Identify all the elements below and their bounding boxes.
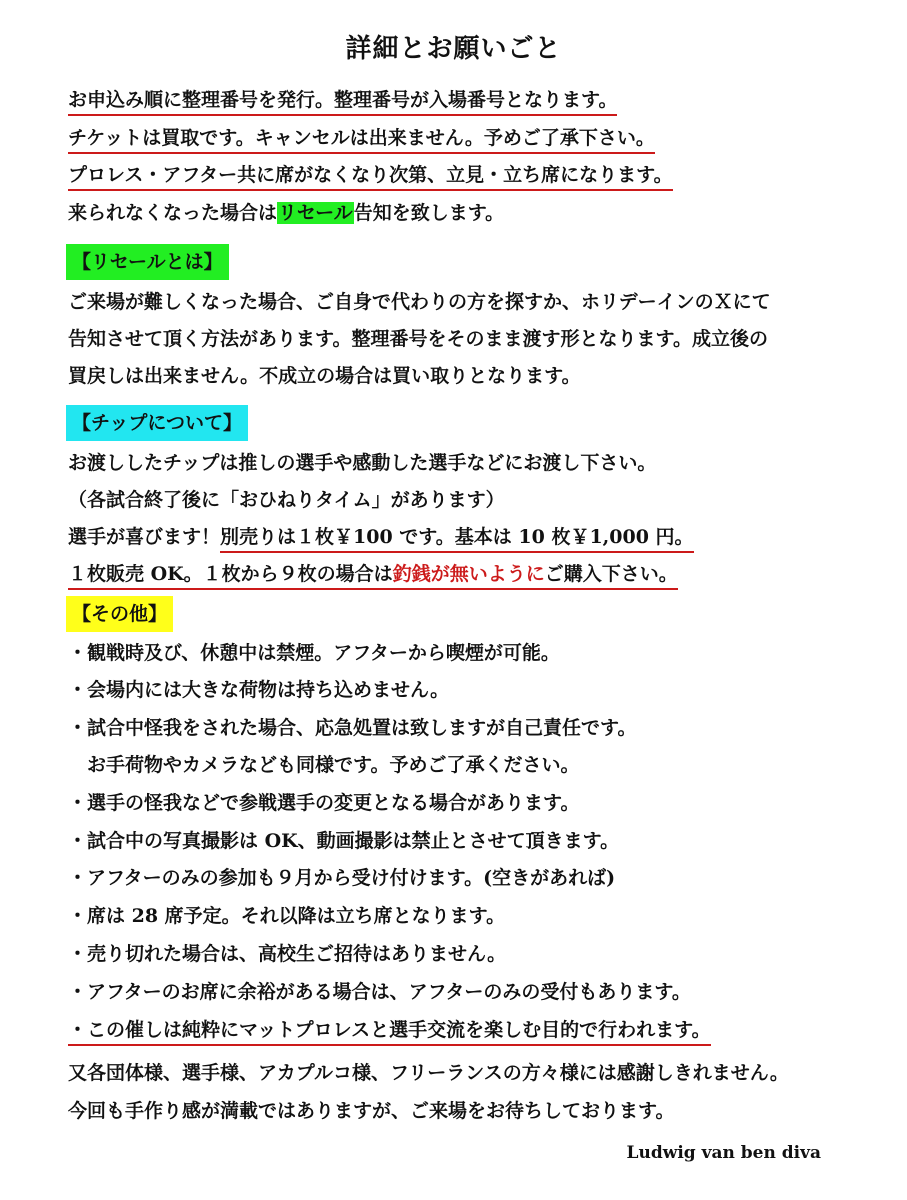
list-item: ・試合中怪我をされた場合、応急処置は致しますが自己責任です。 bbox=[68, 717, 637, 739]
page-title: 詳細とお願いごと bbox=[345, 34, 562, 64]
list-item: ・観戦時及び、休憩中は禁煙。アフターから喫煙が可能。 bbox=[68, 642, 560, 664]
intro-line-4: 来られなくなった場合はリセール告知を致します。 bbox=[68, 202, 505, 224]
chip-warning-text: 釣銭が無いように bbox=[392, 563, 545, 585]
closing-line-2: 今回も手作り感が満載ではありますが、ご来場をお待ちしております。 bbox=[68, 1100, 675, 1122]
intro-line-2: チケットは買取です。キャンセルは出来ません。予めご了承下さい。 bbox=[68, 124, 655, 152]
signature: Ludwig van ben diva bbox=[626, 1143, 821, 1163]
resale-heading: 【リセールとは】 bbox=[66, 244, 229, 280]
resale-line-3: 買戻しは出来ません。不成立の場合は買い取りとなります。 bbox=[68, 365, 581, 387]
resale-line-2: 告知させて頂く方法があります。整理番号をそのまま渡す形となります。成立後の bbox=[68, 328, 768, 350]
resale-line-1: ご来場が難しくなった場合、ご自身で代わりの方を探すか、ホリデーインのＸにて bbox=[68, 291, 771, 313]
chip-line-4: １枚販売 OK。１枚から９枚の場合は釣銭が無いようにご購入下さい。 bbox=[68, 560, 678, 588]
other-heading: 【その他】 bbox=[66, 596, 173, 632]
list-item: お手荷物やカメラなども同様です。予めご了承ください。 bbox=[68, 754, 580, 776]
list-item: ・選手の怪我などで参戦選手の変更となる場合があります。 bbox=[68, 792, 580, 814]
intro-line-1: お申込み順に整理番号を発行。整理番号が入場番号となります。 bbox=[68, 86, 617, 114]
list-item: ・会場内には大きな荷物は持ち込めません。 bbox=[68, 679, 450, 701]
list-item: ・席は 28 席予定。それ以降は立ち席となります。 bbox=[68, 905, 506, 927]
chip-heading: 【チップについて】 bbox=[66, 405, 248, 441]
list-item: ・試合中の写真撮影は OK、動画撮影は禁止とさせて頂きます。 bbox=[68, 830, 620, 852]
resale-highlight: リセール bbox=[278, 202, 353, 224]
chip-line-1: お渡ししたチップは推しの選手や感動した選手などにお渡し下さい。 bbox=[68, 452, 657, 474]
chip-line-3: 選手が喜びます！別売りは１枚￥100 です。基本は 10 枚￥1,000 円。 bbox=[68, 523, 694, 551]
chip-line-2: （各試合終了後に「おひねりタイム」があります） bbox=[68, 489, 505, 511]
list-item: ・アフターのお席に余裕がある場合は、アフターのみの受付もあります。 bbox=[68, 981, 691, 1003]
list-item: ・売り切れた場合は、高校生ご招待はありません。 bbox=[68, 943, 507, 965]
list-item: ・アフターのみの参加も９月から受け付けます。(空きがあれば) bbox=[68, 867, 616, 889]
intro-line-3: プロレス・アフター共に席がなくなり次第、立見・立ち席になります。 bbox=[68, 161, 673, 189]
closing-line-1: 又各団体様、選手様、アカプルコ様、フリーランスの方々様には感謝しきれません。 bbox=[68, 1062, 789, 1084]
list-item: ・この催しは純粋にマットプロレスと選手交流を楽しむ目的で行われます。 bbox=[68, 1016, 711, 1044]
